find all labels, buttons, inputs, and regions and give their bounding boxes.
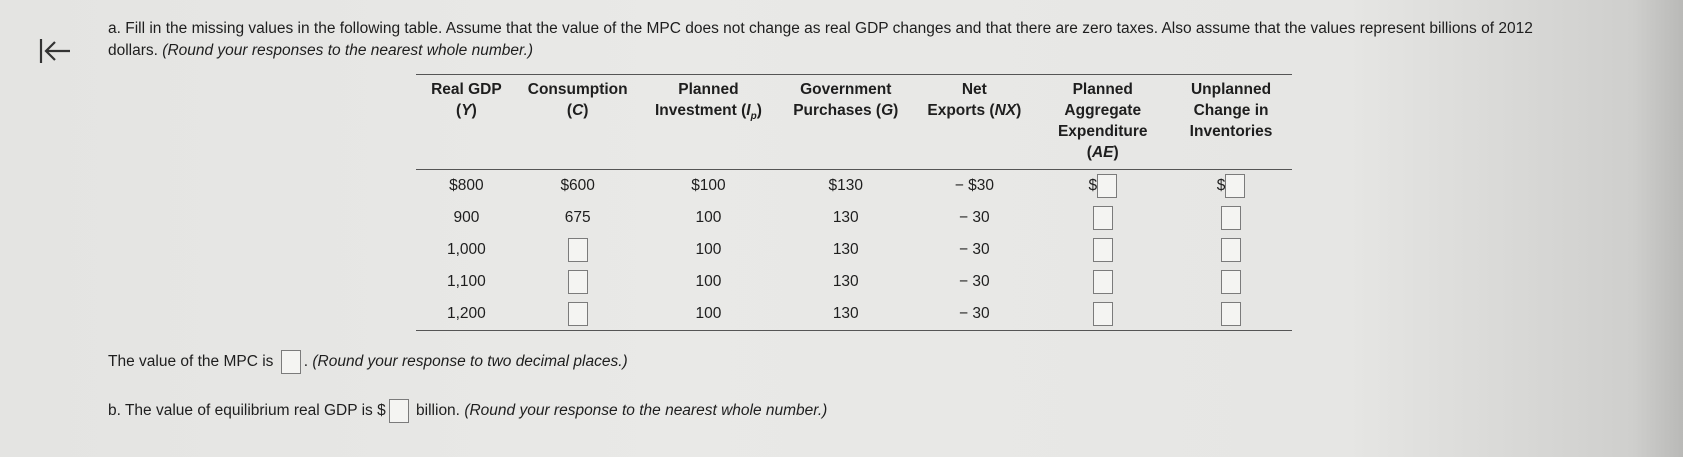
table-row (416, 170, 1292, 203)
question-b-suffix: billion. (416, 402, 460, 420)
table-header-row (416, 75, 1292, 170)
cell-ae (1035, 170, 1170, 203)
cell-investment: 100 (639, 298, 779, 331)
expenditure-table (416, 74, 1292, 331)
question-a-body: Fill in the missing values in the following table. Assume that the value of the MPC does not change as real GDP changes and that there are zero taxes. Also assume that the values represent billions of 2012 dollars. (108, 20, 1533, 59)
inventories-input[interactable] (1221, 302, 1241, 326)
question-b-instruction: (Round your response to the nearest whole number.) (464, 402, 828, 420)
cell-net_exports: − 30 (913, 298, 1035, 331)
consumption-input[interactable] (568, 238, 588, 262)
cell-investment: 100 (695, 209, 722, 226)
header-planned-investment: Planned Investment $(I_p)$ (639, 75, 779, 170)
cell-consumption (517, 266, 639, 298)
question-b-label: b. (108, 402, 121, 420)
cell-net_exports: − 30 (959, 241, 990, 258)
cell-inventories (1170, 170, 1292, 203)
inventories-input[interactable] (1221, 238, 1241, 262)
ae-input[interactable] (1093, 270, 1113, 294)
cell-inventories (1170, 202, 1292, 234)
cell-government: 130 (832, 209, 859, 226)
mpc-instruction: (Round your response to two decimal places.) (312, 353, 628, 371)
back-arrow-icon (38, 36, 72, 66)
cell-net_exports: − 30 (959, 273, 990, 290)
table-row (416, 266, 1292, 298)
question-a-label: a. (108, 20, 121, 37)
header-unplanned-inventories: Unplanned Change in Inventories (1170, 75, 1292, 170)
question-b (108, 399, 827, 423)
header-planned-aggregate-expenditure: Planned Aggregate Expenditure (AE) (1035, 75, 1170, 170)
ae-input[interactable] (1093, 302, 1113, 326)
cell-ae (1035, 298, 1170, 331)
dollar-sign: $ (1088, 177, 1098, 194)
mpc-question (108, 350, 628, 374)
cell-gdp: $800 (449, 177, 484, 194)
cell-gdp: 900 (453, 209, 480, 226)
ae-input[interactable] (1093, 238, 1113, 262)
cell-investment: 100 (695, 273, 722, 290)
cell-inventories (1170, 298, 1292, 331)
cell-consumption: 675 (564, 209, 591, 226)
header-real-gdp: Real GDP (Y) (416, 75, 517, 170)
cell-government: 130 (778, 298, 913, 331)
cell-investment: 100 (695, 241, 722, 258)
cell-ae (1035, 234, 1170, 266)
inventories-input[interactable] (1225, 174, 1245, 198)
question-a-instruction: (Round your responses to the nearest whole number.) (162, 42, 534, 59)
cell-gdp: 1,000 (447, 241, 486, 258)
consumption-input[interactable] (568, 270, 588, 294)
cell-ae (1035, 266, 1170, 298)
consumption-input[interactable] (568, 302, 588, 326)
cell-ae (1035, 202, 1170, 234)
cell-gdp: 1,100 (447, 273, 486, 290)
header-consumption: Consumption (C) (517, 75, 639, 170)
dollar-sign: $ (1216, 177, 1226, 194)
cell-net_exports: − 30 (959, 209, 990, 226)
mpc-input[interactable] (281, 350, 301, 374)
header-government-purchases: Government Purchases (G) (778, 75, 913, 170)
equilibrium-gdp-input[interactable] (389, 399, 409, 423)
header-net-exports: Net Exports (NX) (913, 75, 1035, 170)
table-row (416, 234, 1292, 266)
cell-government: 130 (832, 273, 859, 290)
question-b-prefix: The value of equilibrium real GDP is $ (124, 402, 386, 420)
cell-consumption (517, 234, 639, 266)
cell-net_exports: − $30 (954, 177, 994, 194)
mpc-prefix: The value of the MPC is (108, 353, 274, 371)
cell-gdp: 1,200 (416, 298, 517, 331)
question-a-text (108, 18, 1568, 62)
table-row (416, 298, 1292, 331)
cell-government: 130 (832, 241, 859, 258)
cell-investment: $100 (691, 177, 726, 194)
cell-inventories (1170, 266, 1292, 298)
inventories-input[interactable] (1221, 206, 1241, 230)
table-row (416, 202, 1292, 234)
ae-input[interactable] (1093, 206, 1113, 230)
mpc-suffix: . (303, 353, 309, 371)
cell-inventories (1170, 234, 1292, 266)
cell-consumption: $600 (560, 177, 595, 194)
cell-consumption (517, 298, 639, 331)
ae-input[interactable] (1097, 174, 1117, 198)
back-button[interactable] (36, 32, 74, 70)
cell-government: $130 (828, 177, 863, 194)
inventories-input[interactable] (1221, 270, 1241, 294)
